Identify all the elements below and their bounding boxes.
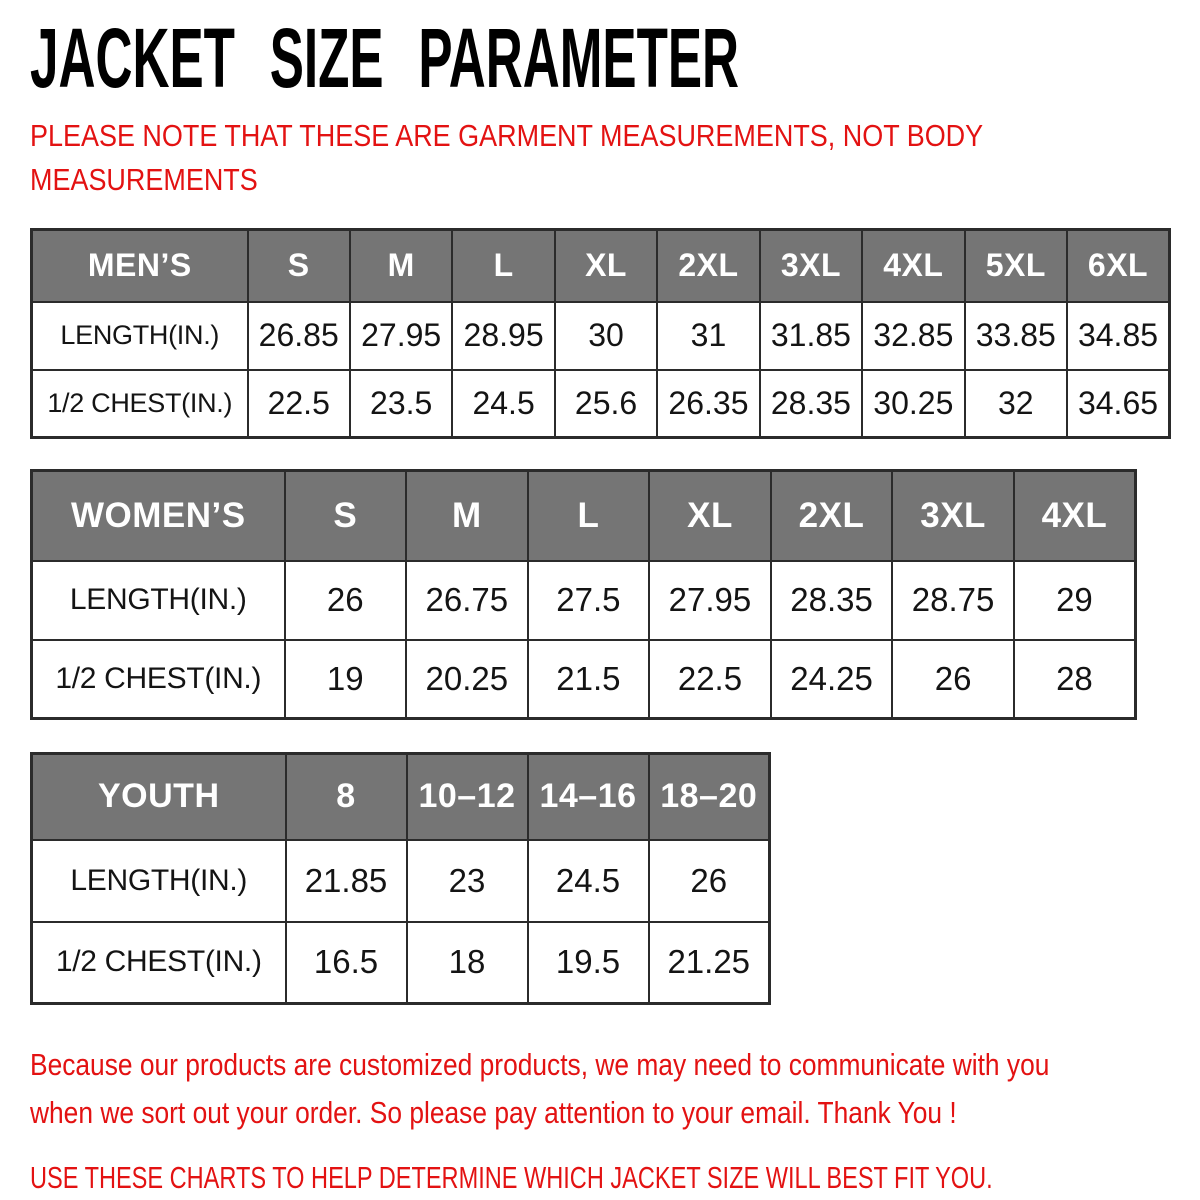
measurement-row [32, 561, 1136, 640]
size-header-cell: XL [555, 230, 657, 302]
size-header-cell: 8 [286, 754, 407, 840]
header-row [32, 754, 770, 840]
value-cell: 16.5 [286, 922, 407, 1004]
youth-size-table [30, 752, 771, 1005]
mens-size-table [30, 228, 1171, 439]
value-cell: 21.5 [528, 640, 650, 719]
notice-line: when we sort out your order. So please pay attention to your email. Thank You ! [30, 1095, 957, 1131]
value-cell: 26 [285, 561, 407, 640]
row-label-cell: 1/2 CHEST(IN.) [32, 370, 248, 438]
size-header-cell: 6XL [1067, 230, 1170, 302]
size-header-cell: 14–16 [528, 754, 649, 840]
size-header-cell: M [406, 471, 528, 561]
value-cell: 23.5 [350, 370, 452, 438]
value-cell: 24.5 [528, 840, 649, 922]
womens-table-label: WOMEN’S [32, 471, 285, 561]
measurement-row [32, 922, 770, 1004]
value-cell: 26 [649, 840, 770, 922]
size-header-cell: S [248, 230, 350, 302]
row-label-cell: LENGTH(IN.) [32, 840, 286, 922]
size-header-cell: L [452, 230, 554, 302]
notice-line: Because our products are customized products, we may need to communicate with you [30, 1047, 1050, 1083]
value-cell: 24.25 [771, 640, 893, 719]
size-header-cell: 18–20 [649, 754, 770, 840]
value-cell: 26.85 [248, 302, 350, 370]
size-header-cell: 3XL [760, 230, 862, 302]
value-cell: 18 [407, 922, 528, 1004]
value-cell: 21.85 [286, 840, 407, 922]
value-cell: 22.5 [248, 370, 350, 438]
value-cell: 29 [1014, 561, 1136, 640]
size-header-cell: XL [649, 471, 771, 561]
row-label-cell: LENGTH(IN.) [32, 302, 248, 370]
value-cell: 26 [892, 640, 1014, 719]
value-cell: 30 [555, 302, 657, 370]
size-header-cell: 5XL [965, 230, 1067, 302]
value-cell: 22.5 [649, 640, 771, 719]
size-header-cell: S [285, 471, 407, 561]
value-cell: 34.65 [1067, 370, 1170, 438]
value-cell: 33.85 [965, 302, 1067, 370]
value-cell: 26.75 [406, 561, 528, 640]
value-cell: 26.35 [657, 370, 759, 438]
size-header-cell: 4XL [1014, 471, 1136, 561]
value-cell: 27.95 [649, 561, 771, 640]
value-cell: 32.85 [862, 302, 964, 370]
value-cell: 19.5 [528, 922, 649, 1004]
youth-table-label: YOUTH [32, 754, 286, 840]
page-title: JACKET SIZE PARAMETER [30, 11, 740, 105]
womens-size-table [30, 469, 1137, 720]
value-cell: 27.5 [528, 561, 650, 640]
header-row [32, 230, 1170, 302]
value-cell: 23 [407, 840, 528, 922]
value-cell: 34.85 [1067, 302, 1170, 370]
value-cell: 31 [657, 302, 759, 370]
value-cell: 24.5 [452, 370, 554, 438]
value-cell: 19 [285, 640, 407, 719]
measurement-row [32, 370, 1170, 438]
value-cell: 30.25 [862, 370, 964, 438]
note-line: MEASUREMENTS [30, 162, 258, 198]
size-chart-page [0, 11, 1200, 1196]
measurement-row [32, 302, 1170, 370]
note-line: PLEASE NOTE THAT THESE ARE GARMENT MEASUREMENTS, NOT BODY [30, 118, 984, 153]
value-cell: 28.75 [892, 561, 1014, 640]
mens-table-label: MEN’S [32, 230, 248, 302]
row-label-cell: 1/2 CHEST(IN.) [32, 922, 286, 1004]
value-cell: 28.35 [771, 561, 893, 640]
size-header-cell: 10–12 [407, 754, 528, 840]
size-header-cell: L [528, 471, 650, 561]
measurement-row [32, 840, 770, 922]
header-row [32, 471, 1136, 561]
value-cell: 28 [1014, 640, 1136, 719]
value-cell: 21.25 [649, 922, 770, 1004]
size-header-cell: 2XL [657, 230, 759, 302]
value-cell: 20.25 [406, 640, 528, 719]
value-cell: 32 [965, 370, 1067, 438]
value-cell: 27.95 [350, 302, 452, 370]
customization-notice [30, 1041, 1050, 1138]
value-cell: 25.6 [555, 370, 657, 438]
row-label-cell: LENGTH(IN.) [32, 561, 285, 640]
size-header-cell: M [350, 230, 452, 302]
measurement-row [32, 640, 1136, 719]
value-cell: 31.85 [760, 302, 862, 370]
size-header-cell: 4XL [862, 230, 964, 302]
value-cell: 28.95 [452, 302, 554, 370]
size-header-cell: 3XL [892, 471, 1014, 561]
garment-measurements-note [30, 114, 1048, 202]
value-cell: 28.35 [760, 370, 862, 438]
fit-advice-line: USE THESE CHARTS TO HELP DETERMINE WHICH JACKET SIZE WILL BEST FIT YOU. [30, 1159, 993, 1195]
size-header-cell: 2XL [771, 471, 893, 561]
row-label-cell: 1/2 CHEST(IN.) [32, 640, 285, 719]
